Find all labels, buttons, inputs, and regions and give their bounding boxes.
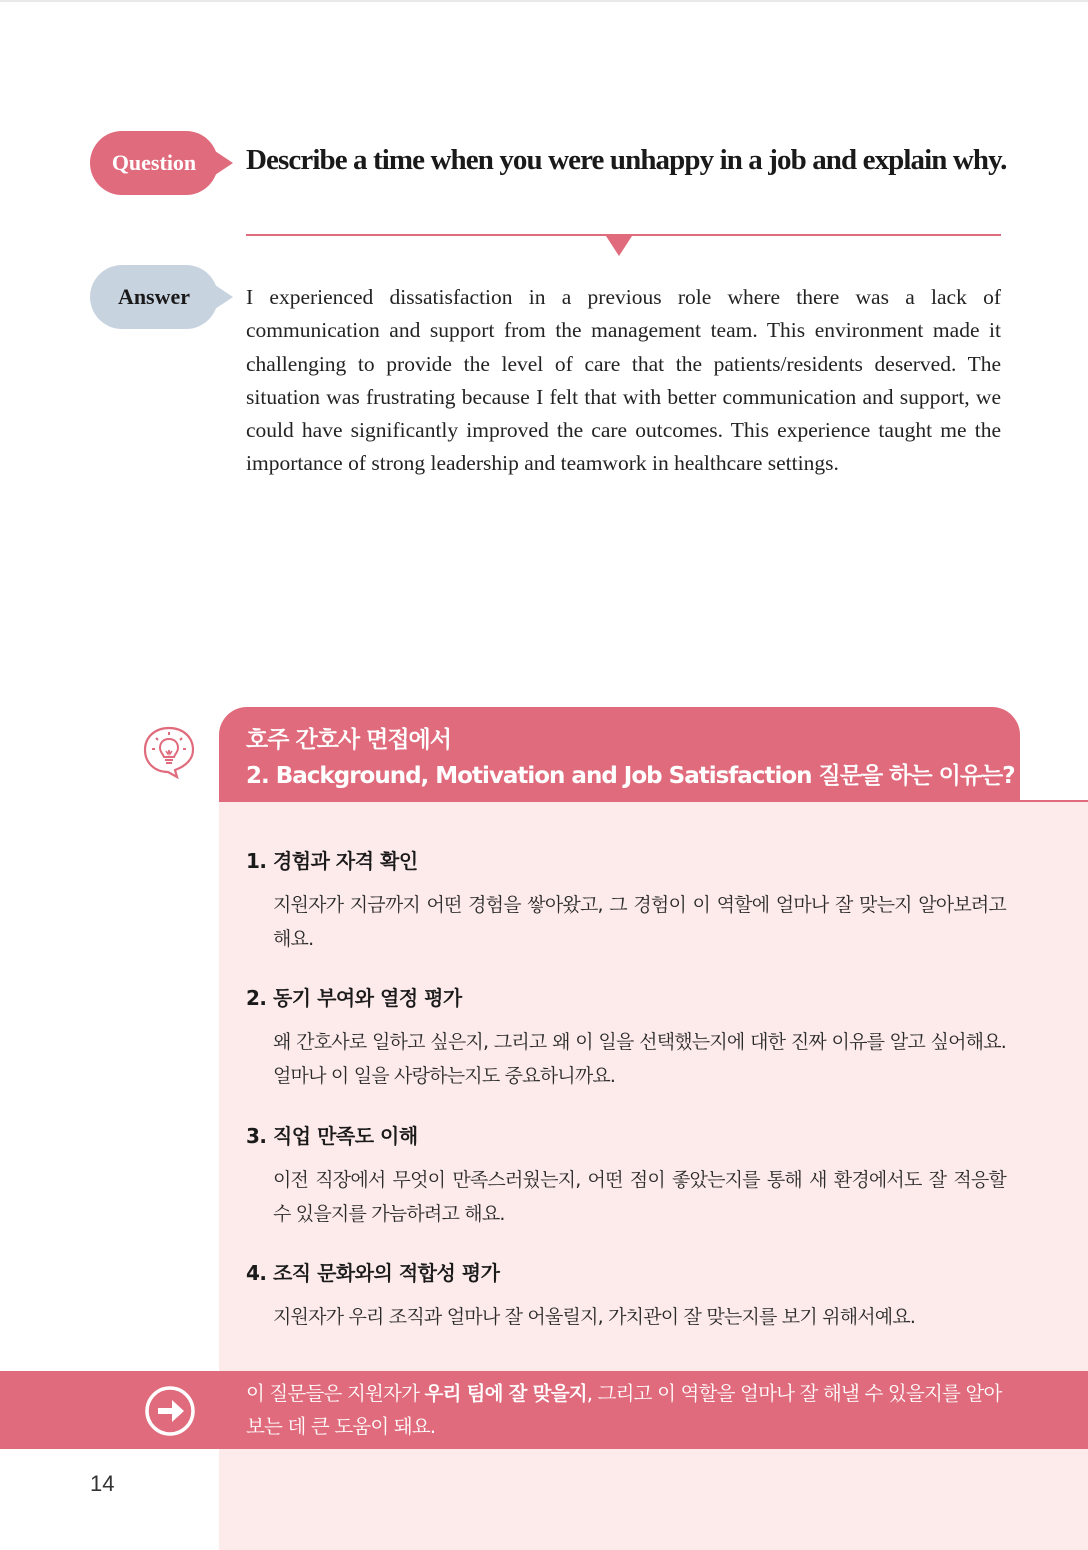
reason-item [246,1257,1006,1334]
top-rule [0,0,1088,2]
answer-label: Answer [90,265,218,329]
summary-text [246,1377,1016,1443]
info-title-line2: 2. Background, Motivation and Job Satisfaction 질문을 하는 이유는? [246,763,1015,789]
page-number: 14 [90,1471,115,1496]
question-label: Question [90,131,218,195]
reason-title: 2. 동기 부여와 열정 평가 [246,986,462,1010]
summary-text-start: 이 질문들은 지원자가 [246,1382,425,1405]
reason-body: 지원자가 우리 조직과 얼마나 잘 어울릴지, 가치관이 잘 맞는지를 보기 위해서예요. [273,1306,916,1328]
reason-body: 왜 간호사로 일하고 싶은지, 그리고 왜 이 일을 선택했는지에 대한 진짜 이유를 알고 싶어해요. 얼마나 이 일을 사랑하는지도 중요하니까요. [273,1031,1006,1087]
reason-item [246,845,1006,956]
reason-title: 1. 경험과 자격 확인 [246,849,418,873]
arrow-right-icon [143,1384,197,1438]
question-text: Describe a time when you were unhappy in a job and explain why. [246,144,1007,176]
info-title [246,722,1015,794]
answer-text: I experienced dissatisfaction in a previous role where there was a lack of communication and support from the management team. This environment made it challenging to provide the level of care that the patients/residents deserved. The situation was frustrating because I felt that with better communication and support, we could have significantly improved the care outcomes. This experience taught me the importance of strong leadership and teamwork in healthcare settings. [246,285,1001,476]
summary-emphasis: 우리 팀에 잘 맞을지 [424,1382,587,1405]
info-header-line [219,800,1088,802]
reason-item [246,982,1006,1093]
divider-arrow-icon [606,236,632,256]
reason-body: 이전 직장에서 무엇이 만족스러웠는지, 어떤 점이 좋았는지를 통해 새 환경에서도 잘 적응할 수 있을지를 가늠하려고 해요. [273,1169,1006,1225]
reason-item [246,1120,1006,1231]
info-title-line1: 호주 간호사 면접에서 [246,727,451,753]
reason-title: 4. 조직 문화와의 적합성 평가 [246,1261,500,1285]
summary-text-end: , 그리고 이 역할을 얼마나 잘 해낼 수 있을지를 알아보는 데 큰 도움이 돼요. [246,1382,1002,1438]
lightbulb-icon [141,724,197,780]
reason-body: 지원자가 지금까지 어떤 경험을 쌓아왔고, 그 경험이 이 역할에 얼마나 잘 맞는지 알아보려고 해요. [273,894,1006,950]
reason-title: 3. 직업 만족도 이해 [246,1124,418,1148]
